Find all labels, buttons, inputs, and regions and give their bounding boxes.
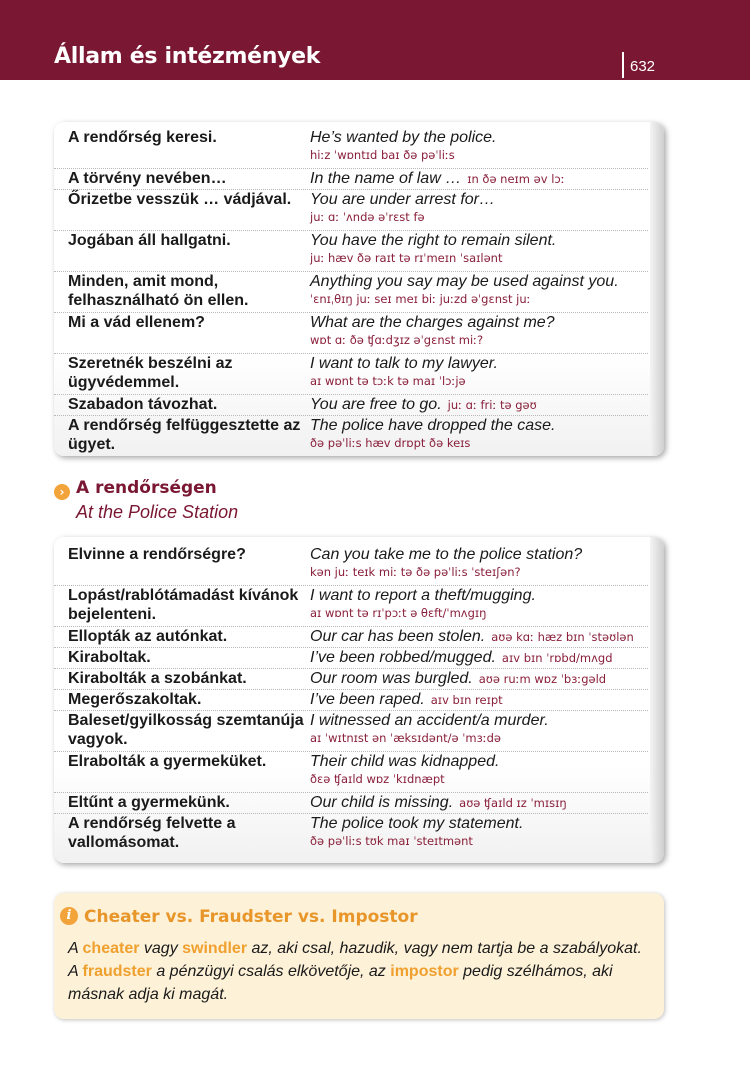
pronunciation: aɪ ˈwɪtnɪst ən ˈæksɪdənt/ə ˈmɜːdə: [310, 731, 501, 745]
phrase-row: [54, 690, 648, 711]
pronunciation: aɪ wɒnt tə rɪˈpɔːt ə θɛft/ˈmʌgɪŋ: [310, 606, 487, 620]
english-phrase: [310, 586, 650, 621]
box-edge: [650, 537, 664, 863]
hungarian-phrase: Minden, amit mond, felhasználható ön ellen.: [68, 273, 249, 309]
english-phrase: [310, 669, 650, 689]
pronunciation: juː ɑː ˈʌndə əˈrɛst fə: [310, 210, 425, 224]
highlighted-term: fraudster: [82, 963, 152, 980]
hungarian-phrase: Ellopták az autónkat.: [68, 628, 228, 645]
info-box: [54, 893, 664, 1019]
english-text: I’ve been robbed/mugged.: [310, 649, 496, 666]
english-text: Our room was burgled.: [310, 670, 473, 687]
english-text: You are free to go.: [310, 396, 442, 413]
hungarian-phrase: A rendőrség keresi.: [68, 129, 217, 146]
highlighted-term: cheater: [82, 940, 140, 957]
english-text: Our car has been stolen.: [310, 628, 486, 645]
phrase-row: [54, 190, 648, 231]
hungarian-phrase: Kirabolták a szobánkat.: [68, 670, 247, 687]
pronunciation: ðə pəˈliːs hæv drɒpt ðə keɪs: [310, 436, 471, 450]
english-text: He’s wanted by the police.: [310, 129, 497, 146]
pronunciation: juː ɑː friː tə gəʊ: [447, 398, 537, 412]
phrase-row: [54, 752, 648, 793]
english-text: I want to report a theft/mugging.: [310, 587, 536, 604]
phrase-row: [54, 395, 648, 416]
pronunciation: aɪv bɪn ˈrɒbd/mʌgd: [501, 651, 613, 665]
phrase-row: [54, 711, 648, 752]
hungarian-phrase: Elvinne a rendőrségre?: [68, 546, 246, 563]
english-phrase: [310, 354, 650, 389]
english-phrase: [310, 128, 650, 163]
hungarian-phrase: Kiraboltak.: [68, 649, 151, 666]
english-text: Their child was kidnapped.: [310, 753, 500, 770]
hungarian-phrase: A törvény nevében…: [68, 170, 227, 187]
english-text: I want to talk to my lawyer.: [310, 355, 498, 372]
english-phrase: [310, 711, 650, 746]
phrase-row: [54, 169, 648, 190]
english-text: I witnessed an accident/a murder.: [310, 712, 549, 729]
arrow-right-icon: ›: [54, 484, 70, 500]
hungarian-phrase: Lopást/rablótámadást kívánok bejelenteni.: [68, 587, 299, 623]
english-phrase: [310, 272, 650, 307]
highlighted-term: impostor: [390, 963, 459, 980]
phrase-row: [54, 648, 648, 669]
hungarian-phrase: Szabadon távozhat.: [68, 396, 218, 413]
pronunciation: ðɛə ʧaɪld wɒz ˈkɪdnæpt: [310, 772, 445, 786]
hungarian-phrase: Elrabolták a gyermeküket.: [68, 753, 267, 770]
pronunciation: aɪv bɪn reɪpt: [430, 693, 503, 707]
phrase-row: [54, 354, 648, 395]
info-text-segment: vagy: [139, 940, 183, 957]
page-header: [0, 0, 750, 80]
phrase-row: [54, 814, 648, 854]
phrase-row: [54, 627, 648, 648]
english-phrase: [310, 752, 650, 787]
phrase-table-1: [54, 122, 664, 456]
phrase-row: [54, 272, 648, 313]
pronunciation: ðə pəˈliːs tʊk maɪ ˈsteɪtmənt: [310, 834, 473, 848]
pronunciation: aʊə ruːm wɒz ˈbɜːgəld: [478, 672, 607, 686]
pronunciation: hiːz ˈwɒntɪd baɪ ðə pəˈliːs: [310, 148, 455, 162]
chapter-title: Állam és intézmények: [54, 44, 321, 69]
english-text: In the name of law …: [310, 170, 462, 187]
info-text-segment: a pénzügyi csalás elkövetője, az: [151, 963, 391, 980]
english-phrase: [310, 169, 650, 189]
highlighted-term: swindler: [182, 940, 248, 957]
info-text-segment: pedig szélhámos, aki másnak adja ki magát.: [68, 963, 613, 1003]
box-edge: [650, 122, 664, 456]
pronunciation: ˈɛnɪˌθɪŋ juː seɪ meɪ biː juːzd əˈgɛnst juː: [310, 292, 531, 306]
english-phrase: [310, 190, 650, 225]
english-text: What are the charges against me?: [310, 314, 555, 331]
phrase-row: [54, 793, 648, 814]
english-phrase: [310, 793, 650, 813]
english-phrase: [310, 690, 650, 710]
hungarian-phrase: A rendőrség felfüggesztette az ügyet.: [68, 417, 301, 453]
phrase-table-2: [54, 537, 664, 863]
pronunciation: kən juː teɪk miː tə ðə pəˈliːs ˈsteɪʃən?: [310, 565, 521, 579]
phrase-rows: [54, 537, 664, 854]
info-text-segment: A: [68, 940, 83, 957]
english-phrase: [310, 313, 650, 348]
hungarian-phrase: Eltűnt a gyermekünk.: [68, 794, 230, 811]
hungarian-phrase: Szeretnék beszélni az ügyvédemmel.: [68, 355, 233, 391]
info-text-segment: az, aki csal, hazudik, vagy nem tartja be a szabályokat. A: [68, 940, 642, 980]
english-phrase: [310, 814, 650, 849]
pronunciation: aɪ wɒnt tə tɔːk tə maɪ ˈlɔːjə: [310, 374, 466, 388]
hungarian-phrase: Őrizetbe vesszük … vádjával.: [68, 191, 292, 208]
english-text: You are under arrest for…: [310, 191, 495, 208]
english-text: Our child is missing.: [310, 794, 454, 811]
english-phrase: [310, 545, 650, 580]
english-text: I’ve been raped.: [310, 691, 425, 708]
hungarian-phrase: Mi a vád ellenem?: [68, 314, 205, 331]
phrase-row: [54, 416, 648, 456]
english-text: Can you take me to the police station?: [310, 546, 583, 563]
phrase-rows: [54, 122, 664, 456]
phrase-row: [54, 313, 648, 354]
section-subtitle: At the Police Station: [76, 502, 239, 522]
hungarian-phrase: Megerőszakoltak.: [68, 691, 202, 708]
hungarian-phrase: A rendőrség felvette a vallomásomat.: [68, 815, 236, 851]
phrase-row: [54, 231, 648, 272]
english-text: You have the right to remain silent.: [310, 232, 557, 249]
english-phrase: [310, 395, 650, 415]
header-divider: [622, 52, 624, 78]
english-text: The police took my statement.: [310, 815, 524, 832]
pronunciation: wɒt ɑː ðə ʧɑːdʒɪz əˈgɛnst miː?: [310, 333, 484, 347]
pronunciation: ɪn ðə neɪm əv lɔː: [467, 172, 565, 186]
hungarian-phrase: Baleset/gyilkosság szemtanúja vagyok.: [68, 712, 304, 748]
english-phrase: [310, 416, 650, 451]
english-phrase: [310, 627, 650, 647]
pronunciation: juː hæv ðə raɪt tə rɪˈmeɪn ˈsaɪlənt: [310, 251, 503, 265]
page-number: 632: [630, 58, 656, 75]
english-phrase: [310, 231, 650, 266]
pronunciation: aʊə kɑː hæz bɪn ˈstəʊlən: [491, 630, 634, 644]
phrase-row: [54, 128, 648, 169]
pronunciation: aʊə ʧaɪld ɪz ˈmɪsɪŋ: [459, 796, 567, 810]
phrase-row: [54, 545, 648, 586]
phrase-row: [54, 586, 648, 627]
info-text: [68, 937, 654, 1006]
english-text: The police have dropped the case.: [310, 417, 556, 434]
english-text: Anything you say may be used against you.: [310, 273, 619, 290]
hungarian-phrase: Jogában áll hallgatni.: [68, 232, 231, 249]
phrase-row: [54, 669, 648, 690]
english-phrase: [310, 648, 650, 668]
info-icon: i: [60, 907, 78, 925]
section-title: A rendőrségen: [76, 478, 217, 498]
info-title: Cheater vs. Fraudster vs. Impostor: [84, 907, 418, 927]
